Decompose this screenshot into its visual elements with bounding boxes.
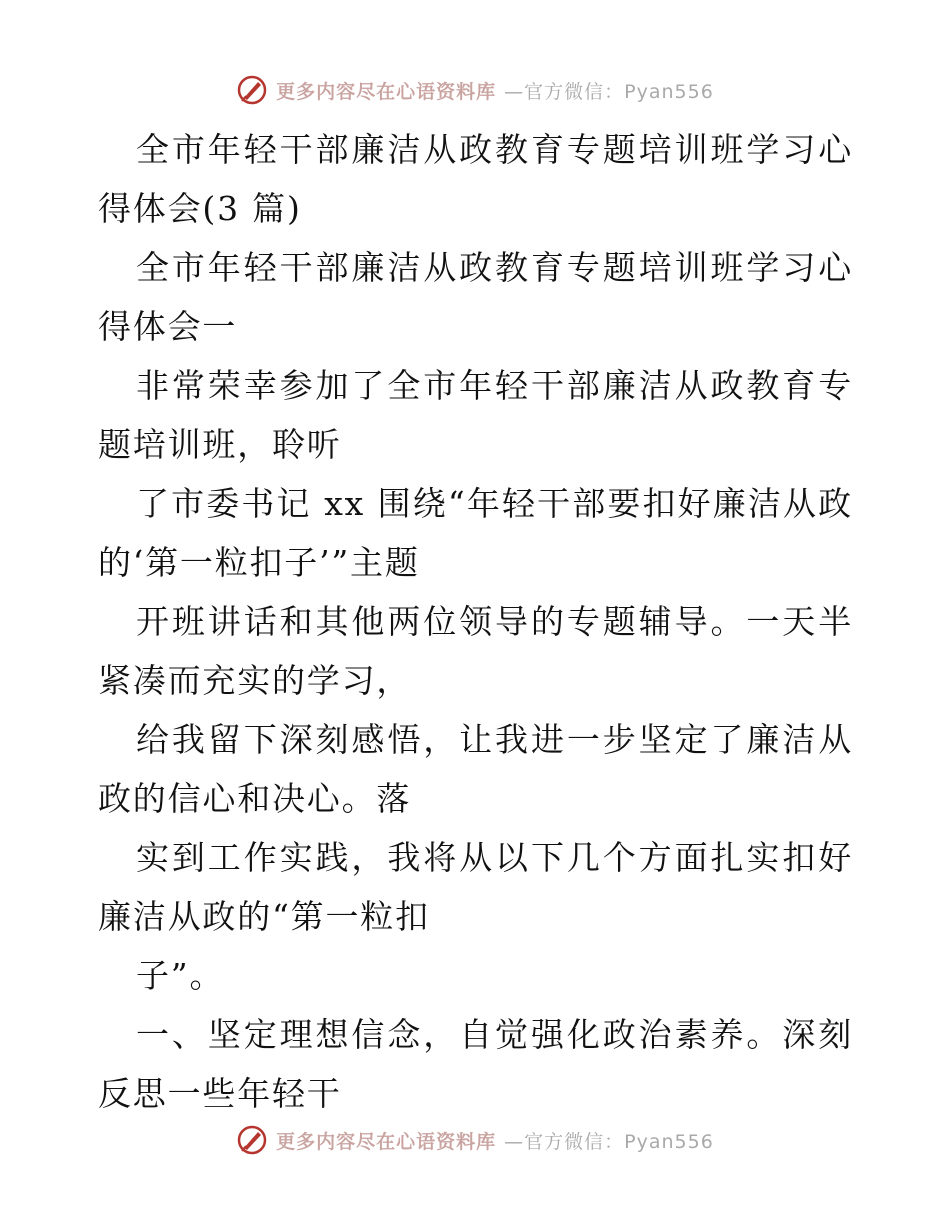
footer-watermark — [0, 1120, 950, 1160]
body-paragraph: 开班讲话和其他两位领导的专题辅导。一天半紧凑而充实的学习， — [98, 602, 853, 700]
document-title: 全市年轻干部廉洁从政教育专题培训班学习心得体会(3 篇) — [98, 130, 853, 228]
watermark-contact: —官方微信：Pyan556 — [504, 80, 714, 103]
document-body — [98, 120, 853, 1123]
body-paragraph: 给我留下深刻感悟，让我进一步坚定了廉洁从政的信心和决心。落 — [98, 720, 853, 818]
watermark-brand: 更多内容尽在心语资料库 — [276, 1130, 497, 1153]
header-watermark — [0, 70, 950, 110]
watermark-brand: 更多内容尽在心语资料库 — [276, 80, 497, 103]
section-heading: 全市年轻干部廉洁从政教育专题培训班学习心得体会一 — [98, 248, 853, 346]
body-paragraph: 非常荣幸参加了全市年轻干部廉洁从政教育专题培训班，聆听 — [98, 366, 853, 464]
body-paragraph: 子”。 — [136, 956, 225, 995]
quill-logo-icon — [236, 74, 268, 106]
watermark-contact: —官方微信：Pyan556 — [504, 1130, 714, 1153]
body-paragraph: 实到工作实践，我将从以下几个方面扎实扣好廉洁从政的“第一粒扣 — [98, 838, 853, 936]
quill-logo-icon — [236, 1124, 268, 1156]
body-paragraph: 了市委书记 xx 围绕“年轻干部要扣好廉洁从政的‘第一粒扣子’”主题 — [98, 484, 853, 582]
body-paragraph: 一、坚定理想信念，自觉强化政治素养。深刻反思一些年轻干 — [98, 1015, 853, 1113]
